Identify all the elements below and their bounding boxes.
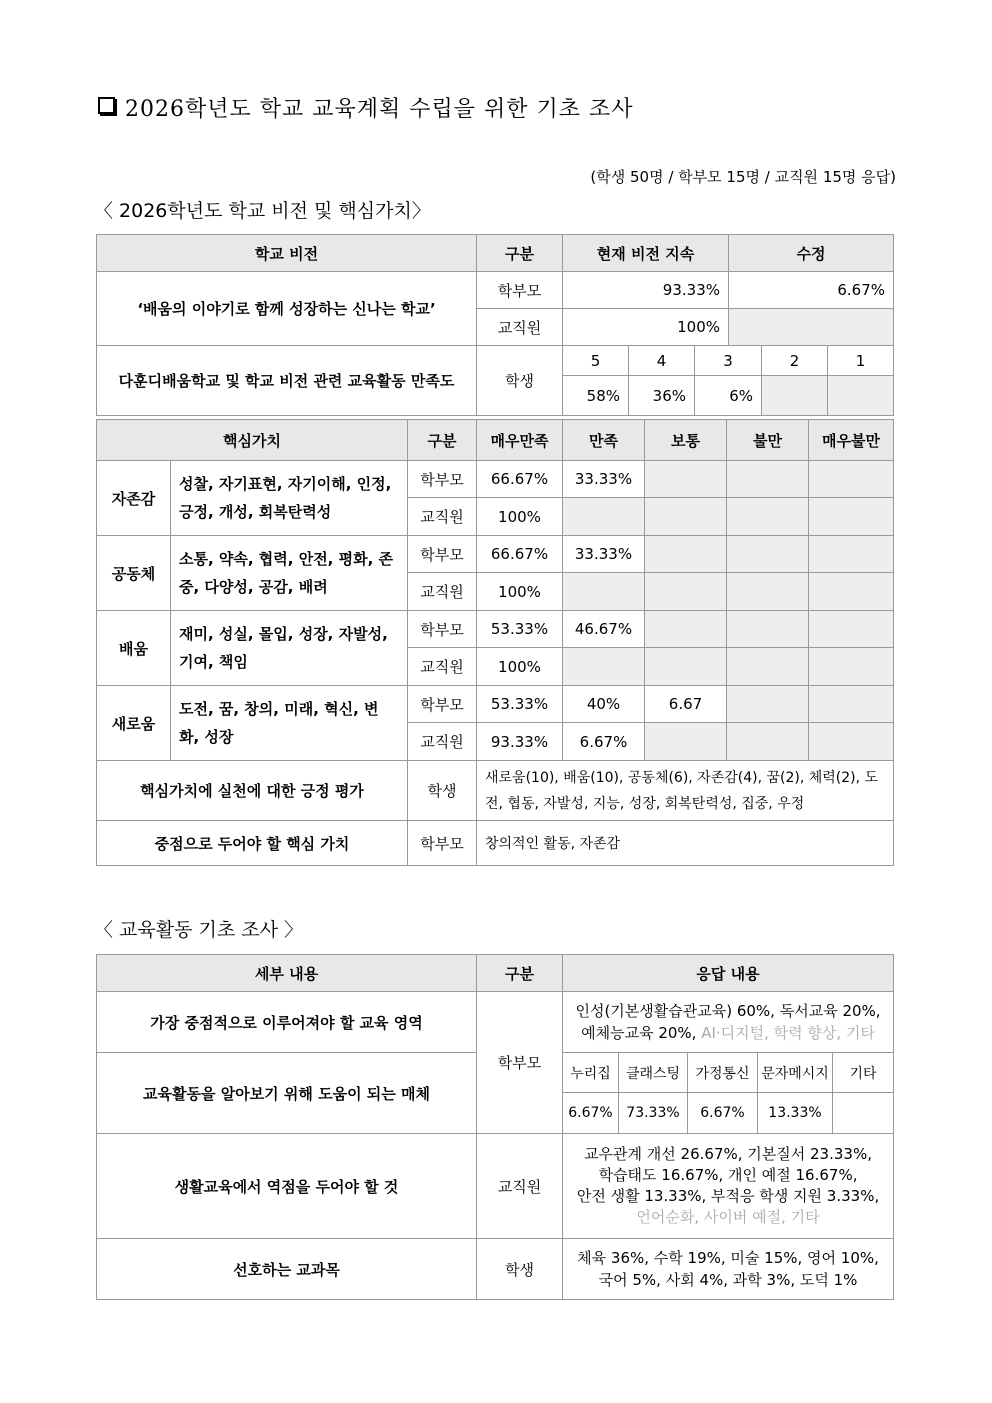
core-value-cell [645, 536, 727, 573]
core-value-cell: 100% [477, 498, 563, 536]
core-value-desc: 도전, 꿈, 창의, 미래, 혁신, 변화, 성장 [171, 686, 408, 761]
scale-4: 4 [629, 346, 695, 376]
edu-area-line2-main: 예체능교육 20%, [581, 1024, 697, 1042]
satisfaction-group: 학생 [477, 346, 563, 416]
group-staff: 교직원 [477, 309, 563, 346]
header-very-dissatisfied: 매우불만 [809, 420, 894, 461]
header-neutral: 보통 [645, 420, 727, 461]
core-value-desc: 성찰, 자기표현, 자기이해, 인정, 긍정, 개성, 회복탄력성 [171, 461, 408, 536]
media-header-3: 문자메시지 [758, 1053, 833, 1093]
core-value-cell [809, 611, 894, 648]
parent-group: 학부모 [477, 992, 563, 1134]
core-value-cell: 53.33% [477, 686, 563, 723]
scale-value-4: 36% [629, 376, 695, 416]
media-value-2: 6.67% [688, 1093, 758, 1134]
core-value-cell [727, 686, 809, 723]
header-very-satisfied: 매우만족 [477, 420, 563, 461]
header-response: 응답 내용 [563, 955, 894, 992]
group-parent: 학부모 [477, 272, 563, 309]
life-edu-line3: 안전 생활 13.33%, 부적응 학생 지원 3.33%, [576, 1187, 880, 1205]
media-value-0: 6.67% [563, 1093, 619, 1134]
core-value-cell [645, 723, 727, 761]
core-value-cell [809, 686, 894, 723]
core-value-cell [727, 461, 809, 498]
life-edu-answer [563, 1134, 894, 1239]
core-value-group: 학부모 [408, 536, 477, 573]
focus-group: 학부모 [408, 821, 477, 866]
core-value-group: 교직원 [408, 573, 477, 611]
core-value-cell: 40% [563, 686, 645, 723]
satisfaction-label: 다훈디배움학교 및 학교 비전 관련 교육활동 만족도 [97, 346, 477, 416]
edu-area-line1: 인성(기본생활습관교육) 60%, 독서교육 20%, [575, 1002, 881, 1020]
core-value-cell [809, 573, 894, 611]
header-dissatisfied: 불만 [727, 420, 809, 461]
title-text: 2026학년도 학교 교육계획 수립을 위한 기초 조사 [125, 97, 634, 122]
vision-text: ‘배움의 이야기로 함께 성장하는 신나는 학교’ [97, 272, 477, 346]
core-value-cell: 53.33% [477, 611, 563, 648]
page-title [98, 92, 634, 123]
core-value-cell [727, 611, 809, 648]
core-value-cell [809, 723, 894, 761]
modify-parent: 6.67% [729, 272, 894, 309]
core-value-cell [809, 648, 894, 686]
media-value-3: 13.33% [758, 1093, 833, 1134]
core-value-cell [727, 723, 809, 761]
modify-staff [729, 309, 894, 346]
core-value-group: 교직원 [408, 498, 477, 536]
focus-label: 중점으로 두어야 할 핵심 가치 [97, 821, 408, 866]
scale-value-3: 6% [695, 376, 762, 416]
positive-text: 새로움(10), 배움(10), 공동체(6), 자존감(4), 꿈(2), 체력(2), 도전, 협동, 자발성, 지능, 성장, 회복탄력성, 집중, 우정 [477, 761, 894, 821]
core-value-cell [727, 648, 809, 686]
section-heading-activity: 〈 교육활동 기초 조사 〉 [94, 919, 303, 941]
scale-value-2 [762, 376, 828, 416]
media-header-0: 누리집 [563, 1053, 619, 1093]
core-value-cell [645, 498, 727, 536]
edu-area-line2 [563, 1022, 893, 1044]
core-value-cell [727, 536, 809, 573]
header-detail: 세부 내용 [97, 955, 477, 992]
keep-parent: 93.33% [563, 272, 729, 309]
core-value-cell: 33.33% [563, 461, 645, 498]
life-edu-line4: 언어순화, 사이버 예절, 기타 [636, 1208, 820, 1226]
respondent-count: (학생 50명 / 학부모 15명 / 교직원 15명 응답) [590, 168, 896, 186]
core-value-group: 학부모 [408, 686, 477, 723]
header-vision: 학교 비전 [97, 235, 477, 272]
header-group: 구분 [477, 235, 563, 272]
edu-area-label: 가장 중점적으로 이루어져야 할 교육 영역 [97, 992, 477, 1053]
header-satisfied: 만족 [563, 420, 645, 461]
core-value-cell: 33.33% [563, 536, 645, 573]
core-value-cell [809, 536, 894, 573]
subject-answer [563, 1239, 894, 1300]
header-keep: 현재 비전 지속 [563, 235, 729, 272]
core-value-cell [645, 573, 727, 611]
core-value-cell [727, 498, 809, 536]
scale-value-5: 58% [563, 376, 629, 416]
focus-text: 창의적인 활동, 자존감 [477, 821, 894, 866]
subject-group: 학생 [477, 1239, 563, 1300]
media-header-1: 클래스팅 [619, 1053, 688, 1093]
scale-value-1 [828, 376, 894, 416]
core-value-cell: 6.67 [645, 686, 727, 723]
checkbox-square-icon [98, 97, 115, 114]
core-value-name: 새로움 [97, 686, 171, 761]
core-value-cell [563, 648, 645, 686]
media-header-2: 가정통신 [688, 1053, 758, 1093]
core-value-cell [563, 498, 645, 536]
core-value-cell: 93.33% [477, 723, 563, 761]
media-value-4 [833, 1093, 894, 1134]
core-value-cell: 46.67% [563, 611, 645, 648]
subject-label: 선호하는 교과목 [97, 1239, 477, 1300]
header-group: 구분 [408, 420, 477, 461]
life-edu-group: 교직원 [477, 1134, 563, 1239]
core-value-cell [645, 611, 727, 648]
core-value-name: 공동체 [97, 536, 171, 611]
core-value-cell: 6.67% [563, 723, 645, 761]
core-values-body [97, 461, 894, 761]
vision-table [96, 234, 894, 416]
subject-line1: 체육 36%, 수학 19%, 미술 15%, 영어 10%, [577, 1249, 879, 1267]
core-value-group: 교직원 [408, 648, 477, 686]
media-label: 교육활동을 알아보기 위해 도움이 되는 매체 [97, 1053, 477, 1134]
core-value-cell [645, 648, 727, 686]
core-value-cell: 100% [477, 573, 563, 611]
scale-5: 5 [563, 346, 629, 376]
scale-2: 2 [762, 346, 828, 376]
subject-line2: 국어 5%, 사회 4%, 과학 3%, 도덕 1% [598, 1271, 858, 1289]
core-value-desc: 소통, 약속, 협력, 안전, 평화, 존중, 다양성, 공감, 배려 [171, 536, 408, 611]
media-value-1: 73.33% [619, 1093, 688, 1134]
positive-label: 핵심가치에 실천에 대한 긍정 평가 [97, 761, 408, 821]
core-value-group: 교직원 [408, 723, 477, 761]
core-value-cell [727, 573, 809, 611]
header-group: 구분 [477, 955, 563, 992]
keep-staff: 100% [563, 309, 729, 346]
positive-group: 학생 [408, 761, 477, 821]
section-heading-vision: 〈 2026학년도 학교 비전 및 핵심가치〉 [94, 200, 431, 222]
life-edu-line2: 학습태도 16.67%, 개인 예절 16.67%, [598, 1166, 858, 1184]
core-value-group: 학부모 [408, 611, 477, 648]
header-core-value: 핵심가치 [97, 420, 408, 461]
activity-table [96, 954, 894, 1300]
life-edu-line1: 교우관계 개선 26.67%, 기본질서 23.33%, [584, 1145, 872, 1163]
core-values-table [96, 419, 894, 866]
core-value-desc: 재미, 성실, 몰입, 성장, 자발성, 기여, 책임 [171, 611, 408, 686]
scale-3: 3 [695, 346, 762, 376]
core-value-group: 학부모 [408, 461, 477, 498]
core-value-cell [563, 573, 645, 611]
core-value-cell [645, 461, 727, 498]
scale-1: 1 [828, 346, 894, 376]
media-header-4: 기타 [833, 1053, 894, 1093]
core-value-name: 배움 [97, 611, 171, 686]
life-edu-label: 생활교육에서 역점을 두어야 할 것 [97, 1134, 477, 1239]
core-value-cell [809, 461, 894, 498]
core-value-cell: 66.67% [477, 536, 563, 573]
header-modify: 수정 [729, 235, 894, 272]
core-value-cell: 100% [477, 648, 563, 686]
core-value-name: 자존감 [97, 461, 171, 536]
core-value-cell: 66.67% [477, 461, 563, 498]
edu-area-answer [563, 992, 894, 1053]
edu-area-line2-muted: AI·디지털, 학력 향상, 기타 [701, 1024, 875, 1042]
core-value-cell [809, 498, 894, 536]
